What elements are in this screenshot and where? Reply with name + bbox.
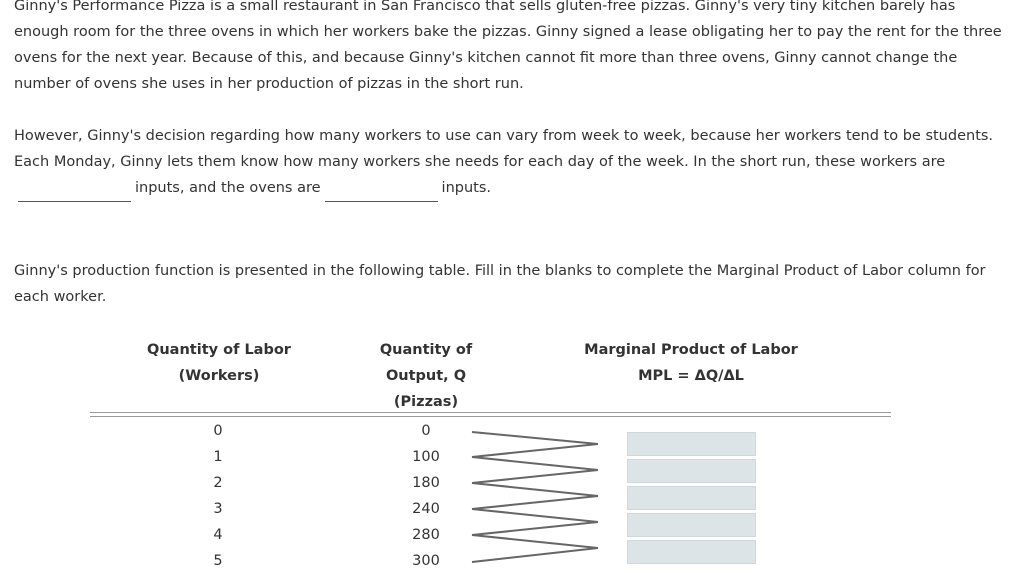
output-cell-5: 300 (412, 553, 440, 569)
mpl-input-1[interactable] (627, 432, 756, 456)
header-output-line-2: Output, Q (385, 368, 467, 384)
output-cell-2: 180 (412, 475, 440, 491)
header-marginal-product (531, 337, 851, 389)
connector-right-2 (472, 496, 598, 509)
labor-cell-3: 3 (213, 501, 223, 517)
connector-left-3 (472, 509, 598, 522)
output-cell-3: 240 (412, 501, 440, 517)
header-output-line-3: (Pizzas) (393, 394, 459, 410)
connector-left-1 (472, 457, 598, 470)
table-header-rule-lower (90, 416, 891, 417)
header-labor-line-2: (Workers) (178, 368, 260, 384)
connector-left-4 (472, 535, 598, 548)
labor-cell-4: 4 (213, 527, 223, 543)
header-output-line-1: Quantity of (379, 342, 473, 358)
labor-cell-0: 0 (213, 423, 223, 439)
connector-left-0 (472, 432, 598, 444)
header-quantity-of-labor (119, 337, 319, 389)
table-instructions: Ginny's production function is presented in the following table. Fill in the blanks to complete the Marginal Product of Labor column for each worker. (14, 263, 986, 305)
labor-cell-5: 5 (213, 553, 223, 569)
mpl-input-3[interactable] (627, 486, 756, 510)
table-header-rule (90, 412, 891, 413)
intro-paragraph-2 (14, 123, 1014, 202)
output-cell-4: 280 (412, 527, 440, 543)
header-mpl-line-1: Marginal Product of Labor (584, 342, 798, 358)
ovens-input-type-blank[interactable] (325, 183, 438, 202)
connector-right-0 (472, 444, 598, 457)
labor-cell-1: 1 (213, 449, 223, 465)
header-quantity-of-output (326, 337, 526, 415)
mpl-input-2[interactable] (627, 459, 756, 483)
connector-right-4 (472, 548, 598, 562)
connector-right-1 (472, 470, 598, 483)
mpl-input-4[interactable] (627, 513, 756, 537)
mpl-input-5[interactable] (627, 540, 756, 564)
workers-input-type-blank[interactable] (18, 183, 131, 202)
paragraph-2-text-a: However, Ginny's decision regarding how many workers to use can vary from week to week, because her workers tend to be students. Each Monday, Ginny lets them know how many workers she needs for each day of the week. In the short run, these workers are (14, 128, 994, 170)
intro-paragraph-1: Ginny's Performance Pizza is a small restaurant in San Francisco that sells gluten-free pizzas. Ginny's very tiny kitchen barely has enough room for the three ovens in which her workers bake the pizzas. Ginny signed a lease obligating her to pay the rent for the three ovens for the next year. Because of this, and because Ginny's kitchen cannot fit more than three ovens, Ginny cannot change the number of ovens she uses in her production of pizzas in the short run. (14, 0, 1002, 92)
labor-cell-2: 2 (213, 475, 223, 491)
connector-left-2 (472, 483, 598, 496)
header-labor-line-1: Quantity of Labor (147, 342, 291, 358)
header-mpl-line-2: MPL = ΔQ/ΔL (638, 368, 744, 384)
output-cell-0: 0 (421, 423, 431, 439)
paragraph-2-text-b: inputs, and the ovens are (135, 180, 321, 196)
output-cell-1: 100 (412, 449, 440, 465)
connector-right-3 (472, 522, 598, 535)
paragraph-2-text-c: inputs. (441, 180, 492, 196)
